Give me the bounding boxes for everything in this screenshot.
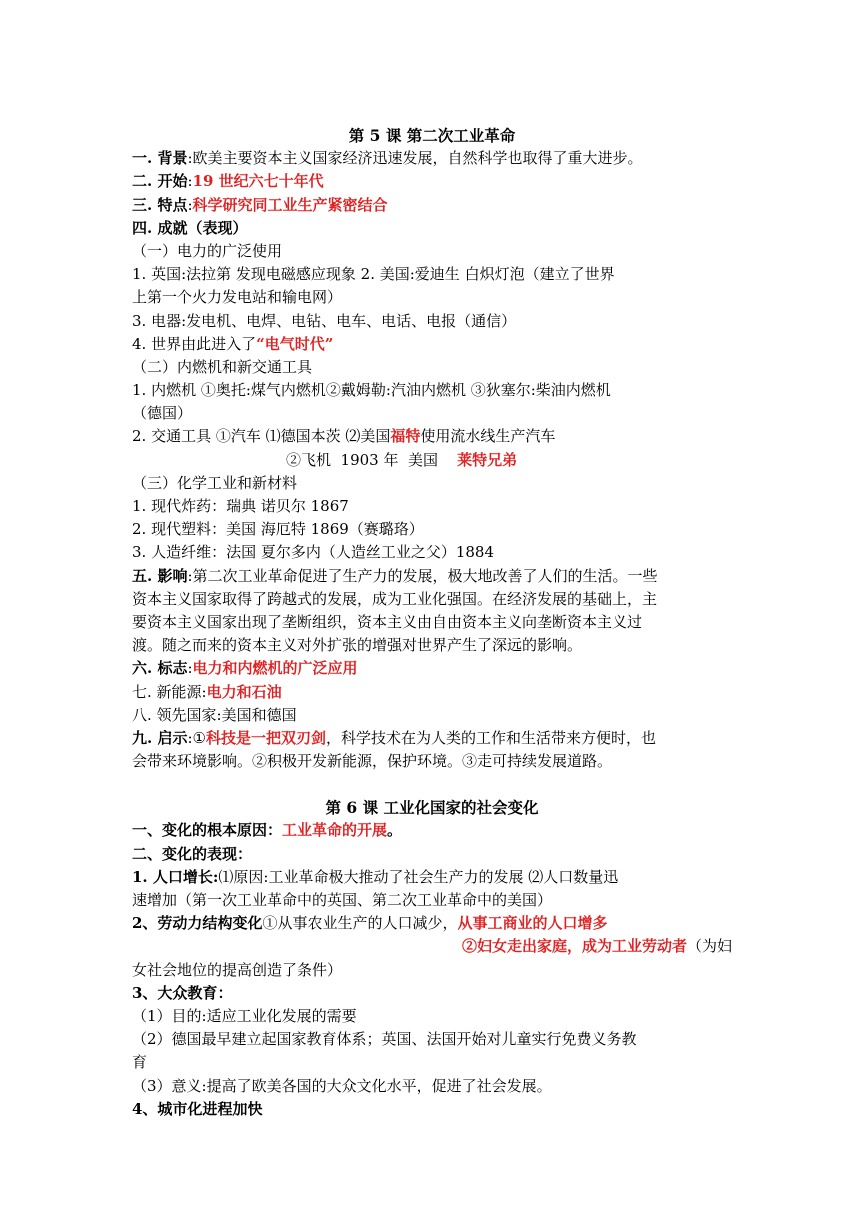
section1-line4: [132, 333, 732, 356]
document-content: [132, 124, 732, 1121]
achievements-heading: 四. 成就（表现）: [132, 218, 248, 237]
labor-text-a: ①从事农业生产的人口减少，: [262, 914, 458, 933]
section3-title: （三）化学工业和新材料: [132, 473, 298, 492]
section1-line3: 3. 电器:发电机、电焊、电钻、电车、电话、电报（通信）: [132, 311, 517, 330]
section2-title: （二）内燃机和新交通工具: [132, 357, 313, 376]
section2-line3: [132, 425, 732, 448]
feature-text: 科学研究同工业生产紧密结合: [192, 195, 388, 214]
ford: 福特: [390, 427, 421, 446]
cause-line: [132, 819, 732, 842]
background-label: 一. 背景: [132, 149, 188, 168]
insight-double-edged: 科技是一把双刃剑: [205, 728, 326, 747]
start-text: 19 世纪六七十年代: [192, 172, 324, 191]
population-text: ⑴原因:工业革命极大推动了社会生产力的发展 ⑵人口数量迅: [218, 867, 619, 886]
education-line3: 育: [132, 1053, 148, 1072]
mark-text: 电力和内燃机的广泛应用: [192, 659, 358, 678]
section1-title: （一）电力的广泛使用: [132, 241, 283, 260]
impact-line4: 渡。随之而来的资本主义对外扩张的增强对世界产生了深远的影响。: [132, 636, 583, 655]
section1-line4-text: 4. 世界由此进入了: [132, 334, 257, 353]
cause-end: 。: [387, 821, 403, 840]
insight-line1: [132, 727, 732, 750]
background-text: :欧美主要资本主义国家经济迅速发展，自然科学也取得了重大进步。: [187, 149, 643, 168]
section3-line1: 1. 现代炸药：瑞典 诺贝尔 1867: [132, 497, 349, 515]
impact-line1: [132, 565, 732, 588]
education-line1: （1）目的:适应工业化发展的需要: [132, 1006, 357, 1025]
airplane-text: ②飞机 1903 年 美国: [286, 450, 458, 469]
energy-text: 电力和石油: [206, 682, 282, 701]
education-line4: （3）意义:提高了欧美各国的大众文化水平，促进了社会发展。: [132, 1076, 552, 1095]
cause-text: 工业革命的开展: [282, 821, 388, 840]
urbanization-heading: 4、城市化进程加快: [132, 1099, 263, 1118]
energy-label: 七. 新能源:: [132, 682, 207, 701]
lesson5-title: 第 5 课 第二次工业革命: [348, 126, 516, 145]
population-label: 1. 人口增长:: [132, 867, 219, 886]
section1-line2: 上第一个火力发电站和输电网）: [132, 288, 343, 307]
feature-line: 三. 特点:科学研究同工业生产紧密结合: [132, 195, 388, 214]
labor-highlight-c: ②妇女走出家庭，成为工业劳动者: [461, 937, 687, 956]
energy-line: [132, 681, 732, 704]
labor-line1: [132, 912, 732, 935]
education-line2: （2）德国最早建立起国家教育体系；英国、法国开始对儿童实行免费义务教: [132, 1030, 637, 1049]
labor-label: 2、劳动力结构变化: [132, 914, 263, 933]
section3-line2: 2. 现代塑料：美国 海厄特 1869（赛璐珞）: [132, 520, 424, 539]
performance-heading: 二、变化的表现：: [132, 844, 253, 863]
section2-line1: 1. 内燃机 ①奥托:煤气内燃机②戴姆勒:汽油内燃机 ③狄塞尔:柴油内燃机: [132, 381, 611, 400]
population-line1: [132, 866, 732, 889]
section2-line4: [132, 449, 732, 472]
impact-label: 五. 影响: [132, 566, 188, 585]
electric-age: “电气时代”: [256, 334, 334, 353]
labor-highlight-b: 从事工商业的人口增多: [457, 914, 608, 933]
section2-line2: （德国）: [132, 404, 193, 423]
section1-line1: 1. 英国:法拉第 发现电磁感应现象 2. 美国:爱迪生 白炽灯泡（建立了世界: [132, 265, 615, 284]
labor-text-d: （为妇: [686, 937, 732, 956]
education-heading: 3、大众教育：: [132, 983, 233, 1002]
lesson6-title: 第 6 课 工业化国家的社会变化: [325, 798, 539, 818]
start-line: 二. 开始:19 世纪六七十年代: [132, 172, 324, 191]
section3-line3: 3. 人造纤维：法国 夏尔多内（人造丝工业之父）1884: [132, 543, 495, 562]
impact-text1: :第二次工业革命促进了生产力的发展，极大地改善了人们的生活。一些: [187, 566, 658, 585]
insight-line2: 会带来环境影响。②积极开发新能源，保护环境。③走可持续发展道路。: [132, 752, 613, 771]
mark-line: 六. 标志:电力和内燃机的广泛应用: [132, 659, 358, 678]
section2-line3-end: 使用流水线生产汽车: [420, 427, 556, 446]
population-line2: 速增加（第一次工业革命中的英国、第二次工业革命中的美国）: [132, 891, 553, 909]
section2-line3-text: 2. 交通工具 ①汽车 ⑴德国本茨 ⑵美国: [132, 427, 391, 446]
insight-label: 九. 启示: [132, 728, 188, 747]
background-line: [132, 147, 732, 170]
insight-a: :①: [187, 728, 206, 747]
labor-line3: 女社会地位的提高创造了条件）: [132, 960, 343, 979]
wright-brothers: 莱特兄弟: [457, 450, 518, 469]
insight-c: ，科学技术在为人类的工作和生活带来方便时，也: [325, 728, 656, 747]
impact-line3: 要资本主义国家出现了垄断组织，资本主义由自由资本主义向垄断资本主义过: [132, 612, 643, 631]
impact-line2: 资本主义国家取得了跨越式的发展，成为工业化强国。在经济发展的基础上，主: [132, 589, 658, 608]
feature-label: 三. 特点: [132, 195, 188, 214]
labor-line2: [132, 935, 732, 958]
mark-label: 六. 标志: [132, 659, 188, 678]
cause-label: 一、变化的根本原因：: [132, 821, 283, 840]
leading-countries: 八. 领先国家:美国和德国: [132, 705, 297, 724]
start-label: 二. 开始: [132, 172, 188, 191]
